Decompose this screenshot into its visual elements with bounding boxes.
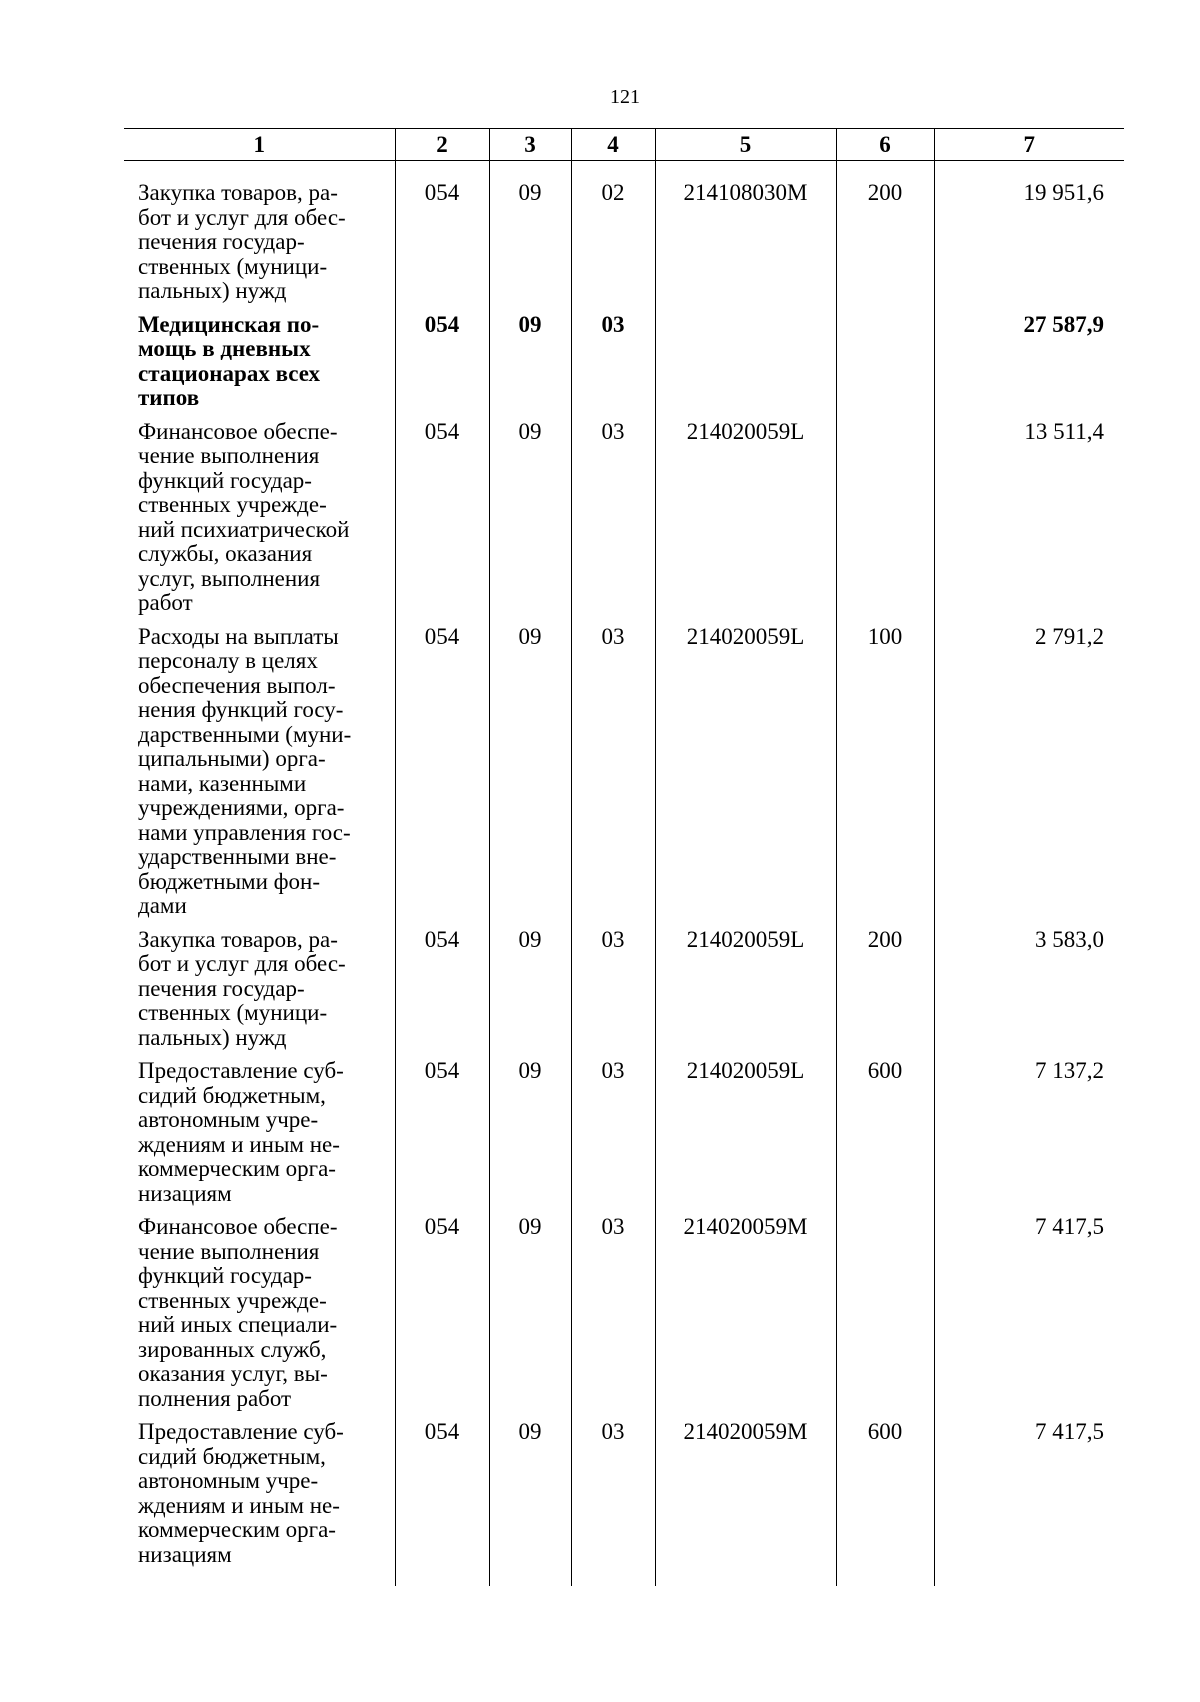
- table-row: [124, 1215, 1124, 1420]
- table-row: [124, 420, 1124, 625]
- row-amount: 27 587,9: [934, 313, 1124, 420]
- row-target-code: 214020059L: [655, 420, 836, 625]
- row-section-code: 09: [489, 625, 571, 928]
- row-amount: 2 791,2: [934, 625, 1124, 928]
- row-ministry-code: 054: [395, 1215, 489, 1420]
- row-name: Закупка товаров, ра- бот и услуг для обес- печения государ- ственных (муници- пальных) нужд: [138, 926, 346, 1050]
- row-expense-type: [836, 420, 934, 625]
- row-expense-type: [836, 1215, 934, 1420]
- row-section-code: 09: [489, 181, 571, 313]
- row-section-code: 09: [489, 928, 571, 1060]
- column-number-row: [124, 129, 1124, 161]
- row-ministry-code: 054: [395, 928, 489, 1060]
- table-row: [124, 625, 1124, 928]
- row-ministry-code: 054: [395, 1059, 489, 1215]
- row-amount: 7 137,2: [934, 1059, 1124, 1215]
- budget-table: [124, 128, 1124, 1586]
- row-subsection-code: 03: [571, 1420, 655, 1576]
- column-header-1: 1: [124, 129, 395, 161]
- row-amount: 3 583,0: [934, 928, 1124, 1060]
- row-amount: 7 417,5: [934, 1215, 1124, 1420]
- row-subsection-code: 03: [571, 625, 655, 928]
- row-target-code: 214020059М: [655, 1420, 836, 1576]
- row-name: Предоставление суб- сидий бюджетным, автономным учре- ждениям и иным не- коммерческим орга- низациям: [138, 1419, 344, 1567]
- row-subsection-code: 02: [571, 181, 655, 313]
- row-expense-type: 200: [836, 181, 934, 313]
- row-target-code: [655, 313, 836, 420]
- table-row: [124, 928, 1124, 1060]
- row-ministry-code: 054: [395, 181, 489, 313]
- column-header-2: 2: [395, 129, 489, 161]
- row-target-code: 214020059L: [655, 625, 836, 928]
- row-name: Финансовое обеспе- чение выполнения функций государ- ственных учрежде- ний психиатрической службы, оказания услуг, выполнения работ: [138, 418, 350, 615]
- column-header-4: 4: [571, 129, 655, 161]
- table-row: [124, 181, 1124, 313]
- row-section-code: 09: [489, 1215, 571, 1420]
- row-name: Предоставление суб- сидий бюджетным, автономным учре- ждениям и иным не- коммерческим орга- низациям: [138, 1058, 344, 1206]
- row-target-code: 214020059L: [655, 1059, 836, 1215]
- row-expense-type: 600: [836, 1420, 934, 1576]
- page-number: 121: [610, 86, 640, 108]
- table-row: [124, 1420, 1124, 1576]
- row-subsection-code: 03: [571, 1059, 655, 1215]
- column-header-6: 6: [836, 129, 934, 161]
- row-expense-type: 200: [836, 928, 934, 1060]
- table-row: [124, 313, 1124, 420]
- row-section-code: 09: [489, 1059, 571, 1215]
- table-header: [124, 129, 1124, 161]
- budget-table-grid: [124, 128, 1124, 1586]
- row-expense-type: [836, 313, 934, 420]
- row-subsection-code: 03: [571, 1215, 655, 1420]
- row-ministry-code: 054: [395, 625, 489, 928]
- row-section-code: 09: [489, 420, 571, 625]
- row-name: Финансовое обеспе- чение выполнения функций государ- ственных учрежде- ний иных специали- зированных служб, оказания услуг, вы- полнения работ: [138, 1214, 338, 1411]
- row-amount: 7 417,5: [934, 1420, 1124, 1576]
- row-section-code: 09: [489, 1420, 571, 1576]
- row-section-code: 09: [489, 313, 571, 420]
- header-gap: [124, 161, 1124, 182]
- column-header-3: 3: [489, 129, 571, 161]
- table-row: [124, 1059, 1124, 1215]
- row-subsection-code: 03: [571, 313, 655, 420]
- row-ministry-code: 054: [395, 420, 489, 625]
- table-tail: [124, 1576, 1124, 1586]
- row-name: Закупка товаров, ра- бот и услуг для обес- печения государ- ственных (муници- пальных) нужд: [138, 180, 346, 303]
- column-header-7: 7: [934, 129, 1124, 161]
- row-ministry-code: 054: [395, 313, 489, 420]
- row-amount: 19 951,6: [934, 181, 1124, 313]
- row-target-code: 214020059L: [655, 928, 836, 1060]
- row-subsection-code: 03: [571, 420, 655, 625]
- row-target-code: 214020059М: [655, 1215, 836, 1420]
- column-header-5: 5: [655, 129, 836, 161]
- row-amount: 13 511,4: [934, 420, 1124, 625]
- row-name: Расходы на выплаты персоналу в целях обеспечения выпол- нения функций госу- дарственными (муни- ципальными) орга- нами, казенными учреждениями, орга- нами управления гос- ударственными вне- бюджетными фон- дами: [138, 623, 352, 918]
- row-target-code: 214108030М: [655, 181, 836, 313]
- row-name: Медицинская по- мощь в дневных стационарах всех типов: [138, 311, 321, 410]
- row-expense-type: 600: [836, 1059, 934, 1215]
- row-ministry-code: 054: [395, 1420, 489, 1576]
- row-expense-type: 100: [836, 625, 934, 928]
- row-subsection-code: 03: [571, 928, 655, 1060]
